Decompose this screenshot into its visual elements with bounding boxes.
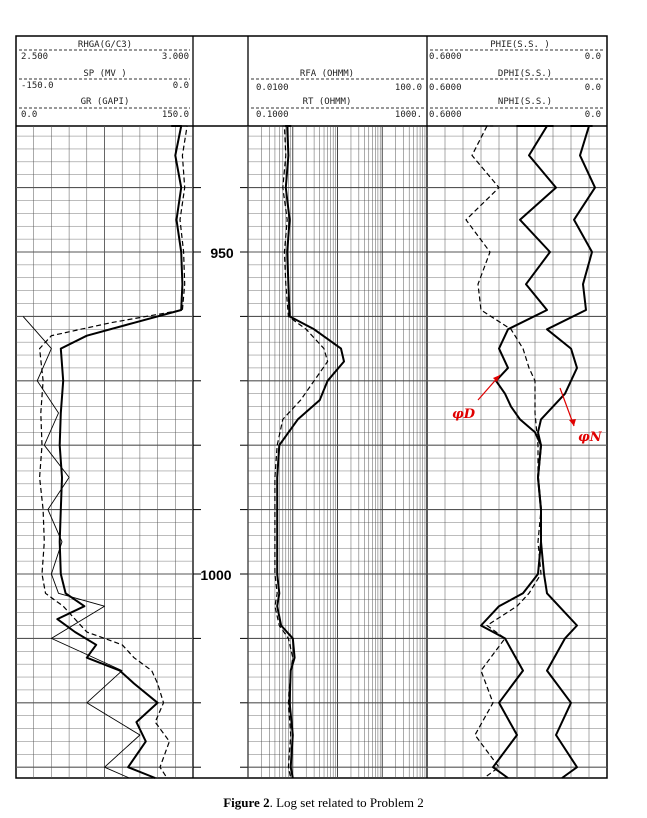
track3-header-3-right: 0.0 [584, 110, 601, 120]
track2-header-1-right: 100.0 [394, 83, 422, 93]
track3-header-1-name: PHIE(S.S. ) [490, 40, 550, 50]
track1-header-2-name: SP (MV ) [83, 69, 127, 79]
track3-header-1-right: 0.0 [584, 52, 601, 62]
track2-header-2-left: 0.1000 [256, 110, 289, 120]
curve-nphi-s-s [538, 126, 595, 778]
track3-header-2-left: 0.6000 [429, 83, 462, 93]
depth-label-950: 950 [210, 245, 234, 261]
figure-caption-text: . Log set related to Problem 2 [269, 795, 424, 810]
track1-header-1-left: 2.500 [21, 52, 49, 62]
curve-rt-ohmm [277, 126, 344, 778]
figure-caption [0, 795, 647, 811]
annotation-layer [452, 375, 603, 445]
track1-header-2-right: 0.0 [172, 81, 189, 91]
depth-label-1000: 1000 [200, 567, 232, 583]
figure-caption-label: Figure 2 [223, 795, 270, 810]
phi-n-arrow-head [569, 419, 576, 426]
track1-header-3-name: GR (GAPI) [80, 97, 130, 107]
track2-header-1-name: RFA (OHMM) [299, 69, 355, 79]
track1-header-2-left: -150.0 [21, 81, 54, 91]
track1-header-1-name: RHGA(G/C3) [77, 40, 133, 50]
curve-phie-s-s [463, 126, 541, 778]
track1-header-3-right: 150.0 [161, 110, 189, 120]
track2-header-1-left: 0.0100 [256, 83, 289, 93]
track1-header-1-right: 3.000 [161, 52, 189, 62]
track3-header-3-name: NPHI(S.S.) [497, 97, 553, 107]
track3-header-3-left: 0.6000 [429, 110, 462, 120]
track3-header-2-right: 0.0 [584, 83, 601, 93]
track3-header-1-left: 0.6000 [429, 52, 462, 62]
track1-header-3-left: 0.0 [21, 110, 38, 120]
curve-sp-mv [40, 126, 188, 778]
curve-dphi-s-s [481, 126, 556, 778]
phi-d-label: φD [452, 407, 476, 422]
track2-header-2-name: RT (OHMM) [302, 97, 352, 107]
depth-layer [200, 245, 233, 583]
track2-header-2-right: 1000. [394, 110, 422, 120]
track3-header-2-name: DPHI(S.S.) [497, 69, 553, 79]
curve-gr-gapi [57, 126, 182, 778]
phi-n-label: φN [578, 430, 602, 445]
curve-layer [23, 126, 595, 778]
